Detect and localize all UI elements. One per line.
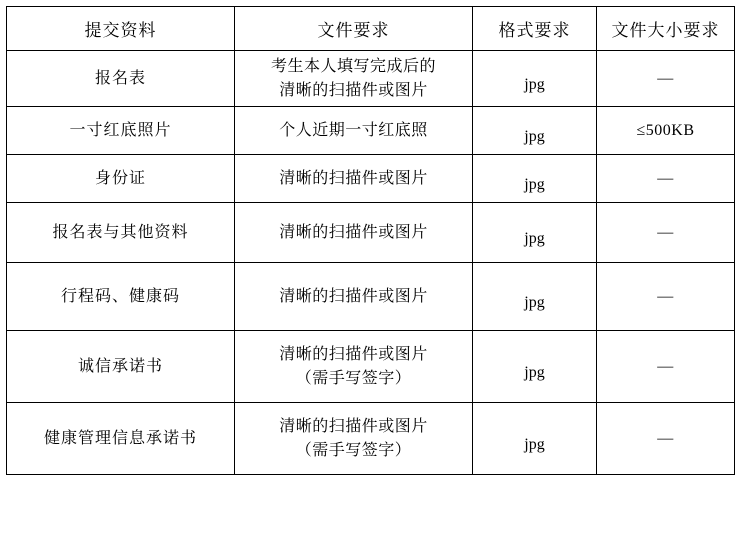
cell-document: 行程码、健康码 bbox=[7, 263, 235, 331]
requirement-line: （需手写签字） bbox=[295, 369, 412, 387]
cell-requirement bbox=[235, 203, 473, 263]
cell-format: jpg bbox=[473, 209, 597, 269]
requirement-line: 考生本人填写完成后的 bbox=[270, 58, 436, 76]
requirement-line: （需手写签字） bbox=[295, 441, 412, 459]
table-row bbox=[7, 107, 735, 155]
cell-document: 健康管理信息承诺书 bbox=[7, 403, 235, 475]
requirement-line: 清晰的扫描件或图片 bbox=[279, 223, 428, 241]
cell-document: 一寸红底照片 bbox=[7, 107, 235, 155]
table-body bbox=[7, 51, 735, 475]
column-header-size-requirement: 文件大小要求 bbox=[597, 7, 735, 51]
column-header-file-requirement: 文件要求 bbox=[235, 7, 473, 51]
cell-requirement bbox=[235, 107, 473, 155]
cell-size: ≤500KB bbox=[597, 107, 735, 155]
cell-format: jpg bbox=[473, 409, 597, 481]
table-row bbox=[7, 51, 735, 107]
submission-requirements-table bbox=[6, 6, 735, 475]
requirement-line: 清晰的扫描件或图片 bbox=[279, 287, 428, 305]
table-header bbox=[7, 7, 735, 51]
cell-document: 报名表与其他资料 bbox=[7, 203, 235, 263]
cell-size: — bbox=[597, 403, 735, 475]
table-row bbox=[7, 403, 735, 475]
cell-requirement bbox=[235, 263, 473, 331]
cell-document: 报名表 bbox=[7, 51, 235, 107]
cell-size: — bbox=[597, 331, 735, 403]
table-row bbox=[7, 263, 735, 331]
table-row bbox=[7, 203, 735, 263]
requirement-line: 清晰的扫描件或图片 bbox=[279, 418, 428, 436]
cell-requirement bbox=[235, 403, 473, 475]
column-header-format-requirement: 格式要求 bbox=[473, 7, 597, 51]
cell-format: jpg bbox=[473, 269, 597, 337]
table-row bbox=[7, 331, 735, 403]
cell-document: 诚信承诺书 bbox=[7, 331, 235, 403]
cell-size: — bbox=[597, 51, 735, 107]
table-header-row bbox=[7, 7, 735, 51]
cell-requirement bbox=[235, 331, 473, 403]
cell-format: jpg bbox=[473, 113, 597, 161]
cell-requirement bbox=[235, 155, 473, 203]
cell-size: — bbox=[597, 203, 735, 263]
requirement-line: 清晰的扫描件或图片 bbox=[279, 81, 428, 99]
cell-format: jpg bbox=[473, 337, 597, 409]
cell-format: jpg bbox=[473, 161, 597, 209]
cell-requirement bbox=[235, 51, 473, 107]
table-row bbox=[7, 155, 735, 203]
cell-document: 身份证 bbox=[7, 155, 235, 203]
document-page bbox=[0, 6, 740, 544]
cell-size: — bbox=[597, 263, 735, 331]
cell-size: — bbox=[597, 155, 735, 203]
column-header-document: 提交资料 bbox=[7, 7, 235, 51]
requirement-line: 清晰的扫描件或图片 bbox=[279, 169, 428, 187]
cell-format: jpg bbox=[473, 57, 597, 113]
requirement-line: 个人近期一寸红底照 bbox=[279, 121, 428, 139]
requirement-line: 清晰的扫描件或图片 bbox=[279, 346, 428, 364]
